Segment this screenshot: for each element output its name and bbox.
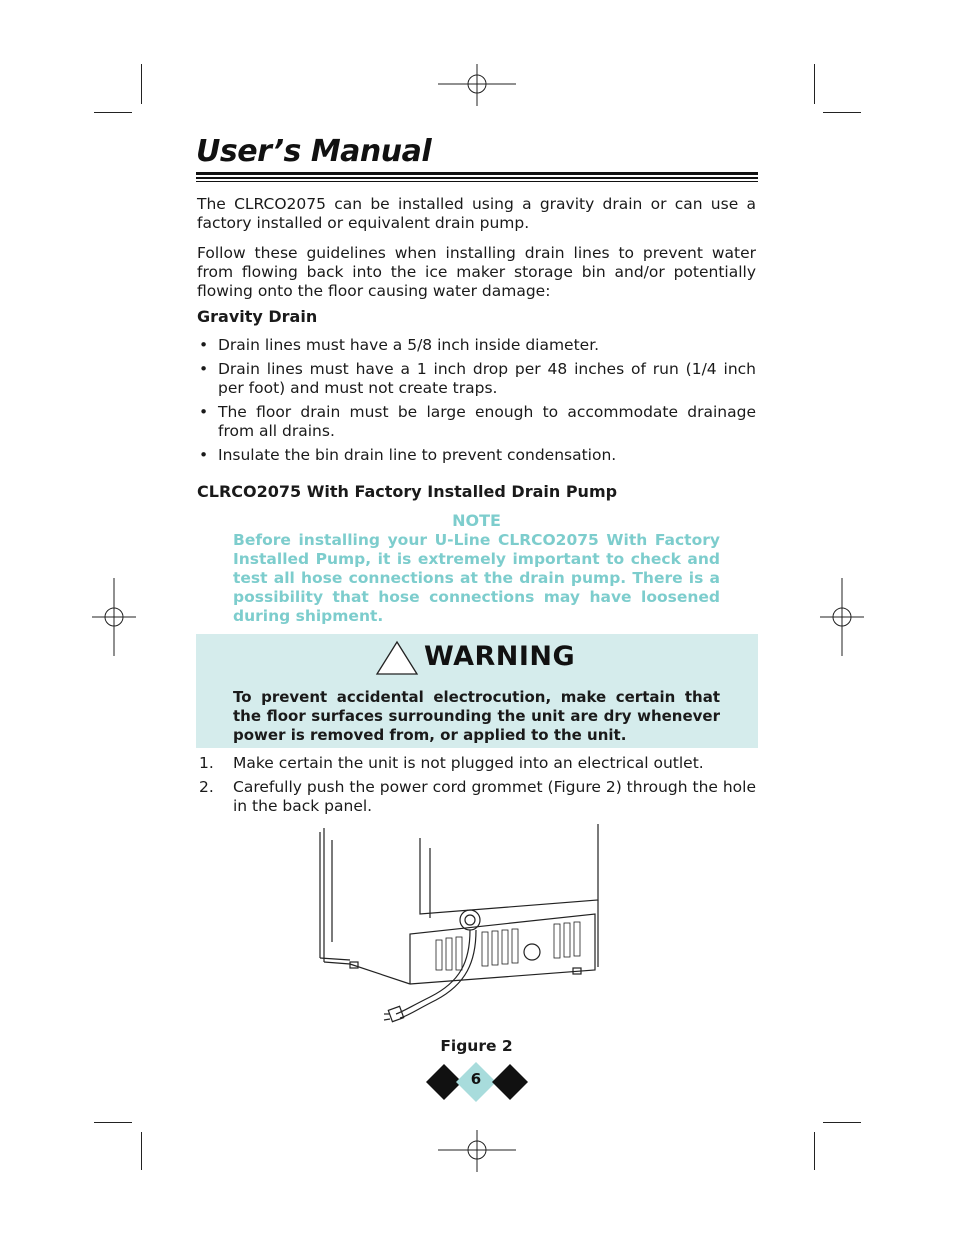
figure-caption: Figure 2 (440, 1037, 513, 1055)
registration-mark-bottom-icon (438, 1130, 516, 1172)
registration-mark-top-icon (438, 64, 516, 106)
warning-triangle-icon (375, 640, 419, 676)
intro-paragraph-1: The CLRCO2075 can be installed using a gravity drain or can use a factory installed or equivalent drain pump. (197, 195, 756, 232)
list-item (197, 754, 756, 773)
install-steps (197, 754, 756, 821)
intro-paragraph-2: Follow these guidelines when installing drain lines to prevent water from flowing back into the ice maker storage bin and/or potentially flowing onto the floor causing water damage: (197, 244, 756, 300)
title-rule-thin (196, 181, 758, 182)
step-number: 1. (199, 754, 214, 772)
page-number: 6 (470, 1070, 482, 1088)
note-body: Before installing your U-Line CLRCO2075 With Factory Installed Pump, it is extremely important to check and test all hose connections at the drain pump. There is a possibility that hose connections may have loosened during shipment. (233, 531, 720, 625)
registration-mark-left-icon (92, 578, 136, 656)
list-item (197, 778, 756, 816)
warning-title: WARNING (424, 641, 576, 672)
pump-section-heading: CLRCO2075 With Factory Installed Drain Pump (197, 482, 618, 501)
title-rule-thick (196, 172, 758, 175)
step-text: Carefully push the power cord grommet (Figure 2) through the hole in the back panel. (233, 778, 757, 815)
step-number: 2. (199, 778, 214, 796)
list-item: • Drain lines must have a 5/8 inch inside diameter. (197, 336, 756, 355)
note-title: NOTE (452, 511, 501, 530)
gravity-drain-list (197, 336, 756, 470)
figure-2-illustration (310, 822, 620, 1032)
warning-body: To prevent accidental electrocution, make certain that the floor surfaces surrounding the unit are dry whenever power is removed from, or applied to the unit. (233, 688, 720, 744)
step-text: Make certain the unit is not plugged into an electrical outlet. (233, 754, 704, 772)
list-item: • Insulate the bin drain line to prevent condensation. (197, 446, 756, 465)
gravity-drain-heading: Gravity Drain (197, 307, 318, 326)
registration-mark-right-icon (820, 578, 864, 656)
title-rule-mid (196, 177, 758, 179)
list-item: • Drain lines must have a 1 inch drop per 48 inches of run (1/4 inch per foot) and must not create traps. (197, 360, 756, 398)
page-title: User’s Manual (196, 134, 432, 169)
list-item: • The floor drain must be large enough to accommodate drainage from all drains. (197, 403, 756, 441)
